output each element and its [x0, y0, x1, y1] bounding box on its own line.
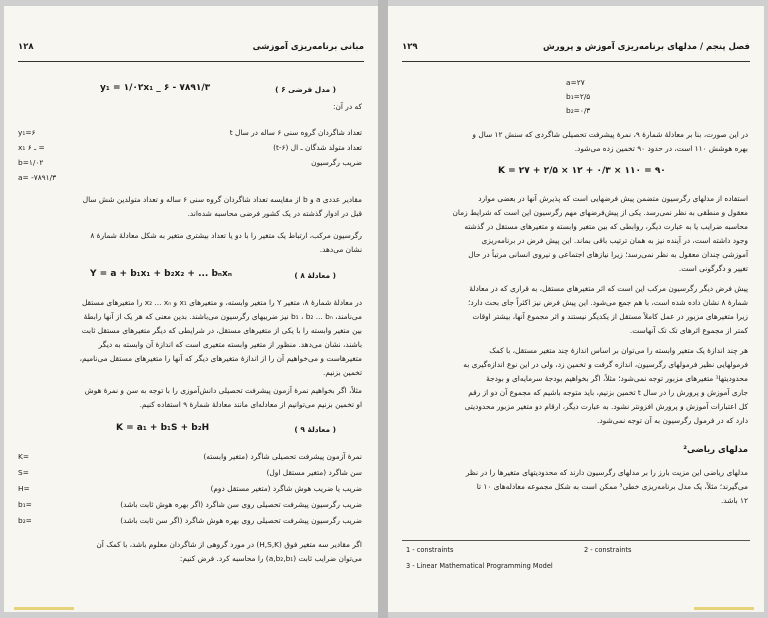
paragraph-line: فرمولهایی نظیر فرمولهای رگرسیون، اندازه گرفت و تخمین زد، ولی در این نوع اندازه‌گیری به [463, 360, 748, 369]
paragraph-line: مقادیر عددی a و b از مقایسه تعداد شاگردان گروه سنی ۶ ساله و تعداد متولدین شش سال [82, 195, 362, 204]
page-edge-mark [694, 607, 754, 610]
paragraph-line: تغییر و دگرگونی است. [678, 264, 748, 273]
paragraph-line: زیرا متغیرهای مزبور در عمل کاملاً مستقل از یکدیگر نیستند و اثر مجموع آنها، بیشتر اوقات [472, 312, 748, 321]
equation-k: K = ۲۷ + ۲/۵ × ۱۲ + ۰/۳ × ۱۱۰ = ۹۰ [498, 166, 666, 176]
paragraph-line: شمارهٔ ۸ نشان داده شده است، با هم جمع می‌شود. این پیش فرض نیز اکثراً جای بحث دارد؛ [468, 298, 748, 307]
paragraph-line: دارد که در فرمول رگرسیون به آن توجه نمی‌شود. [597, 416, 748, 425]
def-text: ضریب یا ضریب هوش شاگرد (متغیر مستقل دوم) [210, 484, 362, 493]
value-line: b₂=۰/۳ [566, 106, 591, 115]
def-text: نمرهٔ آزمون پیشرفت تحصیلی شاگرد (متغیر وابسته) [203, 452, 362, 461]
paragraph-line: می‌نامند، b₁ ، b₂ ... bₙ نیز ضریبهای رگرسیون می‌باشند. بدین معنی که هر یک از آنها رابطهٔ [83, 312, 362, 321]
model-6-label: ( مدل فرضی ۶ ) [275, 85, 336, 94]
book-gutter [378, 0, 388, 618]
left-header-rule [18, 61, 364, 62]
footnote-rule [402, 540, 750, 541]
right-page [388, 6, 764, 612]
equation-9-label: ( معادلهٔ ۹ ) [294, 425, 336, 434]
def-symbol: b=۱/۰۲ [18, 158, 44, 167]
paragraph-line: مثلاً، اگر بخواهیم نمرهٔ آزمون پیشرفت تحصیلی دانش‌آموزی را با توجه به سن و نمرهٔ هوش [84, 386, 362, 395]
paragraph-line: باشند، نشان می‌دهد. منظور از متغیر وابسته متغیری است که اندازهٔ آن وابسته به دیگر [98, 340, 362, 349]
section-heading: مدلهای ریاضی² [683, 445, 748, 455]
paragraph-line: وجود داشته است، در آینده نیز به همان ترتیب باقی بماند. این پیش فرض در برنامه‌ریزی [481, 236, 748, 245]
def-symbol: b₁= [18, 500, 32, 509]
def-symbol: a= -۷۸۹۱/۳ [18, 173, 57, 182]
def-symbol: S= [18, 468, 29, 477]
paragraph-line: می‌توان ضرایب ثابت (a,b₂,b₁) را محاسبه کرد. فرض کنیم: [179, 554, 362, 563]
right-page-number: ۱۲۹ [402, 42, 418, 52]
paragraph-line: هر چند اندازهٔ یک متغیر وابسته را می‌توان بر اساس اندازهٔ چند متغیر مستقل، با کمک [489, 346, 748, 355]
paragraph-line: جاری آموزش و پرورش را در سال t تخمین بزنیم، باید متوجه باشیم که مجموع آن دو از رقم [468, 388, 748, 397]
paragraph-line: کل اعتبارات آموزش و پرورش افزونتر نشود. به عبارت دیگر، ارقام دو متغیر مزبور محدودیتی [464, 402, 748, 411]
def-text: ضریب رگرسیون [311, 158, 362, 167]
paragraph-line: معقول و منطقی به نظر نمی‌رسد. یکی از پیش‌فرضهای مهم رگرسیون این است که شرایط زمان [452, 208, 748, 217]
footnote-3: 3 - Linear Mathematical Programming Model [406, 562, 553, 570]
page-edge-mark [14, 607, 74, 610]
paragraph-line: آموزشی چندان معقول به نظر نمی‌رسد؛ زیرا نیازهای اجتماعی و نیروی انسانی مرتباً در حال [468, 250, 748, 259]
paragraph-line: مدلهای ریاضی این مزیت بارز را بر مدلهای رگرسیون دارند که محدودیتهای متغیرها را در نظر [465, 468, 748, 477]
paragraph-line: قبل در ادوار گذشته در یک کشور فرضی محاسبه شده‌اند. [187, 209, 362, 218]
left-running-head: مبانی برنامه‌ریزی آموزشی [252, 42, 364, 52]
footnote-2: 2 - constraints [584, 546, 632, 554]
paragraph-line: او تخمین بزنیم می‌توانیم از معادله‌ای مانند معادلهٔ شمارهٔ ۹ استفاده کنیم. [139, 400, 362, 409]
def-symbol: x₁ ـ ۶ = [18, 143, 45, 152]
equation-9: K = a₁ + b₁S + b₂H [116, 423, 210, 433]
paragraph-line: پیش فرض دیگر رگرسیون مرکب این است که اثر متغیرهای مستقل، به قراری که در معادلهٔ [469, 284, 748, 293]
paragraph-line: تخمین بزنیم. [323, 368, 362, 377]
left-page-number: ۱۲۸ [18, 42, 34, 52]
left-page [4, 6, 378, 612]
paragraph-line: بین متغیر وابسته را با یکی از متغیرهای مستقل، در شرایطی که دیگر متغیرهای مستقل ثابت [81, 326, 362, 335]
right-running-head: فصل پنجم / مدلهای برنامه‌ریزی آموزش و پرورش [543, 42, 750, 52]
def-symbol: K= [18, 452, 30, 461]
equation-8-label: ( معادلهٔ ۸ ) [294, 271, 336, 280]
value-line: a=۲۷ [566, 78, 585, 87]
def-symbol: y₁=۶ [18, 128, 36, 137]
def-text: تعداد شاگردان گروه سنی ۶ ساله در سال t [229, 128, 362, 137]
paragraph-line: محدودیتها¹ متغیرهای مزبور توجه نمی‌شود؛ مثلاً، اگر بخواهیم بودجهٔ سرمایه‌ای و بودجهٔ [486, 374, 748, 383]
paragraph-line: می‌گیرند؛ مثلاً، یک مدل برنامه‌ریزی خطی³ ممکن است به شکل مجموعه معادله‌های ۱۰ تا [476, 482, 748, 491]
def-text: ضریب رگرسیون پیشرفت تحصیلی روی بهره هوش شاگرد (اگر سن ثابت باشد) [120, 516, 362, 525]
equation-8: Y = a + b₁x₁ + b₂x₂ + ... bₙxₙ [90, 269, 232, 279]
def-text: تعداد متولد شدگان ـ ال (t-۶) [273, 143, 362, 152]
paragraph-line: ۱۲ باشد. [720, 496, 748, 505]
paragraph-line: بهره هوشش ۱۱۰ است، در حدود ۹۰ تخمین زده می‌شود. [574, 144, 748, 153]
footnote-1: 1 - constraints [406, 546, 454, 554]
paragraph-line: محاسبه ضرایب یا به عبارت دیگر، روابطی که بین متغیر وابسته و متغیرهای مستقل در گذشته [464, 222, 748, 231]
paragraph-line: استفاده از مدلهای رگرسیون متضمن پیش فرضهایی است که پذیرش آنها در بعضی موارد [478, 194, 748, 203]
def-text: ضریب رگرسیون پیشرفت تحصیلی روی سن شاگرد (اگر بهره هوش ثابت باشد) [120, 500, 362, 509]
paragraph-line: اگر مقادیر سه متغیر فوق (H,S,K) در مورد گروهی از شاگردان معلوم باشد، با کمک آن [96, 540, 362, 549]
paragraph-line: در این صورت، بنا بر معادلهٔ شمارهٔ ۹، نمرهٔ پیشرفت تحصیلی شاگردی که سنش ۱۲ سال و [472, 130, 748, 139]
paragraph-line: کمتر از مجموع اثرهای تک تک آنهاست. [629, 326, 748, 335]
model-6-equation: y₁ = ۱/۰۲x₁ _ ۶ - ۷۸۹۱/۳ [100, 83, 211, 93]
right-header [402, 42, 750, 56]
paragraph-line: رگرسیون مرکب، ارتباط یک متغیر را با دو یا تعداد بیشتری متغیر به شکل معادلهٔ شمارهٔ ۸ [90, 231, 362, 240]
right-header-rule [402, 61, 750, 62]
paragraph-line: نشان می‌دهد. [319, 245, 362, 254]
where-text: که در آن: [332, 102, 362, 111]
left-header [18, 42, 364, 56]
def-symbol: H= [18, 484, 30, 493]
value-line: b₁=۲/۵ [566, 92, 591, 101]
paragraph-line: در معادلهٔ شمارهٔ ۸، متغیر Y را متغیر وابسته، و متغیرهای x₁ و x₂ ... xₙ را متغیرهای مستقل [81, 298, 362, 307]
def-symbol: b₂= [18, 516, 32, 525]
paragraph-line: متغیرهاست و می‌خواهیم آن را از اندازهٔ متغیرهای دیگر که آنها را متغیرهای مستقل می‌نامیم، [79, 354, 362, 363]
def-text: سن شاگرد (متغیر مستقل اول) [266, 468, 362, 477]
